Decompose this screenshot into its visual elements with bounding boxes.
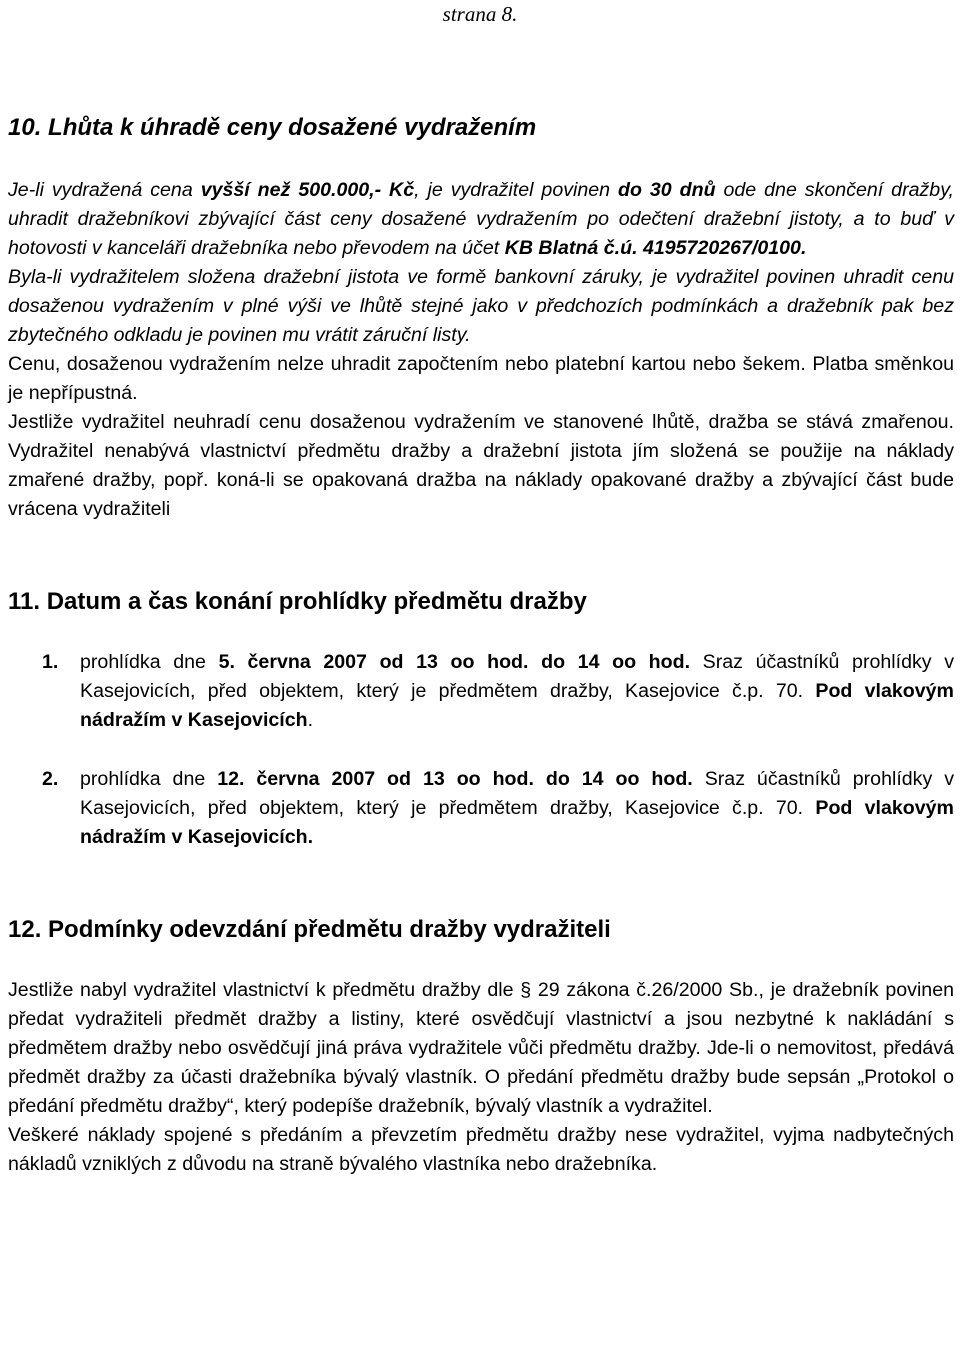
inspection-item-2: 2. prohlídka dne 12. června 2007 od 13 oo hod. do 14 oo hod. Sraz účastníků prohlídky v Kasejovicích, před objektem, který je předmětem dražby, Kasejovice č.p. 70. Pod vlakovým nádražím v Kasejovicích. (8, 765, 954, 852)
section-10-paragraph-1: Je-li vydražená cena vyšší než 500.000,- Kč, je vydražitel povinen do 30 dnů ode dne skončení dražby, uhradit dražebníkovi zbývající část ceny dosažené vydražením po odečtení dražební jistoty, a to buď v hotovosti v kanceláři dražebníka nebo převodem na účet KB Blatná č.ú. 4195720267/0100. (8, 179, 954, 259)
inspection-item-number: 2. (42, 768, 59, 790)
section-10-heading: 10. Lhůta k úhradě ceny dosažené vydražením (8, 114, 537, 141)
section-12-paragraph-2: Veškeré náklady spojené s předáním a převzetím předmětu dražby nese vydražitel, vyjma nadbytečných nákladů vzniklých z důvodu na straně bývalého vlastníka nebo dražebníka. (8, 1124, 954, 1175)
document-body (8, 108, 954, 1179)
section-11-heading: 11. Datum a čas konání prohlídky předmětu dražby (8, 588, 587, 615)
page-number-header: strana 8. (442, 2, 518, 26)
inspection-item-1: 1. prohlídka dne 5. června 2007 od 13 oo hod. do 14 oo hod. Sraz účastníků prohlídky v Kasejovicích, před objektem, který je předmětem dražby, Kasejovice č.p. 70. Pod vlakovým nádražím v Kasejovicích. (8, 648, 954, 735)
section-10-paragraph-3: Cenu, dosaženou vydražením nelze uhradit započtením nebo platební kartou nebo šekem. Platba směnkou je nepřípustná. (8, 353, 954, 404)
section-10-paragraph-2: Byla-li vydražitelem složena dražební jistota ve formě bankovní záruky, je vydražitel povinen uhradit cenu dosaženou vydražením v plné výši ve lhůtě stejné jako v předchozích podmínkách a dražebník pak bez zbytečného odkladu je povinen mu vrátit záruční listy. (8, 266, 954, 346)
inspection-item-number: 1. (42, 651, 59, 673)
section-12-heading: 12. Podmínky odevzdání předmětu dražby vydražiteli (8, 916, 611, 943)
section-12-paragraph-1: Jestliže nabyl vydražitel vlastnictví k předmětu dražby dle § 29 zákona č.26/2000 Sb., je dražebník povinen předat vydražiteli předmět dražby a listiny, které osvědčují vlastnictví a jsou nezbytné k nakládání s předmětem dražby nebo osvědčují jiná práva vydražitele vůči předmětu dražby. Jde-li o nemovitost, předává předmět dražby za účasti dražebníka bývalý vlastník. O předání předmětu dražby bude sepsán „Protokol o předání předmětu dražby“, který podepíše dražebník, bývalý vlastník a vydražitel. (8, 979, 954, 1117)
section-10-paragraph-4: Jestliže vydražitel neuhradí cenu dosaženou vydražením ve stanovené lhůtě, dražba se stává zmařenou. Vydražitel nenabývá vlastnictví předmětu dražby a dražební jistota jím složená se použije na náklady zmařené dražby, popř. koná-li se opakovaná dražba na náklady opakované dražby a zbývající část bude vrácena vydražiteli (8, 411, 954, 520)
